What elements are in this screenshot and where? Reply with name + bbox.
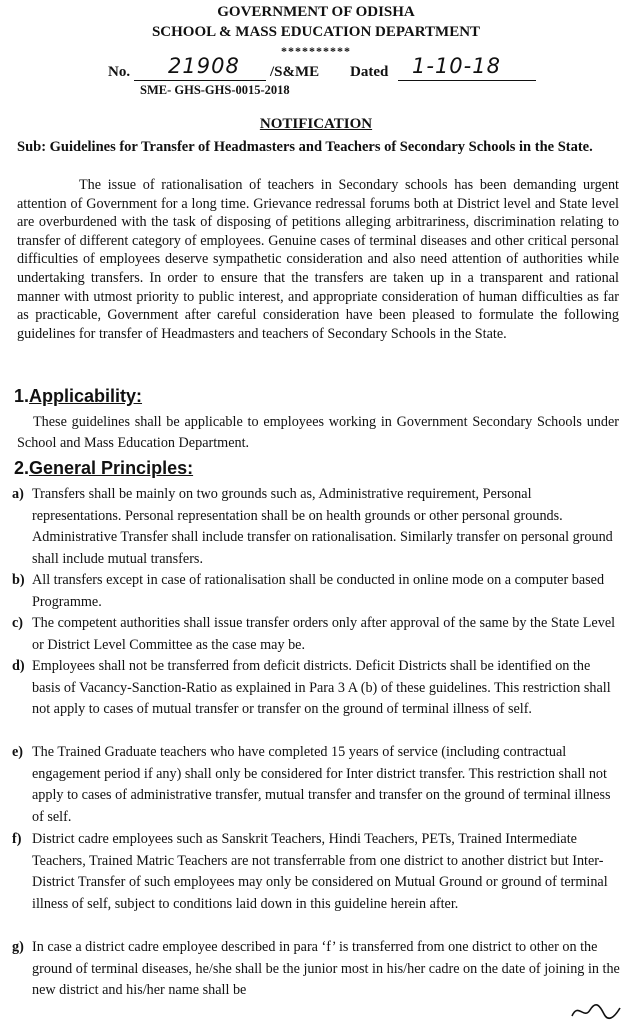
letter-number: 21908 bbox=[168, 54, 240, 78]
principle-item-f: f) District cadre employees such as Sanskrit Teachers, Hindi Teachers, PETs, Trained Intermediate Teachers, Trained Matric Teachers are not transferrable from one district to another district but Inter-District Transfer of such employees may only be considered on Mutual Ground or ground of terminal illness of self, subject to conditions laid down in this guideline herein after. bbox=[12, 831, 608, 912]
subject-line: Sub: Guidelines for Transfer of Headmasters and Teachers of Secondary Schools in the State. bbox=[17, 139, 593, 155]
intro-text: The issue of rationalisation of teachers in Secondary schools has been demanding urgent attention of Government for a long time. Grievance redressal forums both at District level and State level are overburdened with the task of disposing of petitions alleging arbitrariness, discrimination relating to transfer of different category of employees. Genuine cases of terminal diseases and other critical personal difficulties of employees deserve sympathetic consideration and also need attention of authorities while undertaking transfers. In order to ensure that the transfers are taken up in a transparent and rational manner with utmost priority to public interest, and appropriate consideration of human difficulties as far as practicable, Government after careful consideration have been pleased to formulate the following guidelines for transfer of Headmasters and teachers of Secondary Schools in the State. bbox=[17, 177, 619, 342]
letter-date: 1-10-18 bbox=[412, 54, 501, 78]
section-general-principles-heading: 2.General Principles: bbox=[14, 458, 194, 478]
section-applicability-heading: 1.Applicability: bbox=[14, 386, 143, 406]
principle-item-g: g) In case a district cadre employee described in para ‘f’ is transferred from one district to other on the ground of terminal diseases, he/she shall be the junior most in his/her cadre on the date of joining in the new district and his/her name shall be bbox=[12, 939, 620, 999]
number-underline bbox=[134, 80, 266, 81]
file-number: SME- GHS-GHS-0015-2018 bbox=[140, 83, 290, 97]
signature-mark bbox=[568, 998, 624, 1024]
principle-item-e: e) The Trained Graduate teachers who have completed 15 years of service (including contractual engagement period if any) shall only be considered for Inter district transfer. This restriction shall not apply to cases of administrative transfer, mutual transfer and transfer on the ground of terminal illness of self. bbox=[12, 744, 611, 825]
no-label: No. bbox=[108, 64, 131, 80]
dept-code: /S&ME bbox=[270, 64, 320, 80]
header-government: GOVERNMENT OF ODISHA bbox=[217, 4, 415, 20]
principle-item-d: d) Employees shall not be transferred from deficit districts. Deficit Districts shall be identified on the basis of Vacancy-Sanction-Ratio as explained in Para 3 A (b) of these guidelines. This restriction shall not apply to cases of mutual transfer or transfer on the ground of terminal illness of self. bbox=[12, 658, 611, 718]
principle-item-a: a) Transfers shall be mainly on two grounds such as, Administrative requirement, Personal representations. Personal representation shall be on health grounds or other personal grounds. Administrative Transfer shall include transfer on rationalisation. Similarly transfer on personal ground shall include mutual transfers. bbox=[12, 486, 613, 567]
header-department: SCHOOL & MASS EDUCATION DEPARTMENT bbox=[151, 24, 481, 40]
reference-line bbox=[0, 56, 632, 86]
applicability-text: These guidelines shall be applicable to employees working in Government Secondary Schools under School and Mass Education Department. bbox=[17, 414, 619, 451]
notification-title: NOTIFICATION bbox=[259, 116, 373, 132]
header-stars: ********** bbox=[281, 44, 351, 58]
intro-paragraph bbox=[17, 176, 619, 343]
principle-item-c: c) The competent authorities shall issue transfer orders only after approval of the same by the State Level or District Level Committee as the case may be. bbox=[12, 615, 616, 653]
date-underline bbox=[398, 80, 536, 81]
principle-item-b: b) All transfers except in case of rationalisation shall be conducted in online mode on a computer based Programme. bbox=[12, 572, 605, 610]
dated-label: Dated bbox=[350, 64, 389, 80]
